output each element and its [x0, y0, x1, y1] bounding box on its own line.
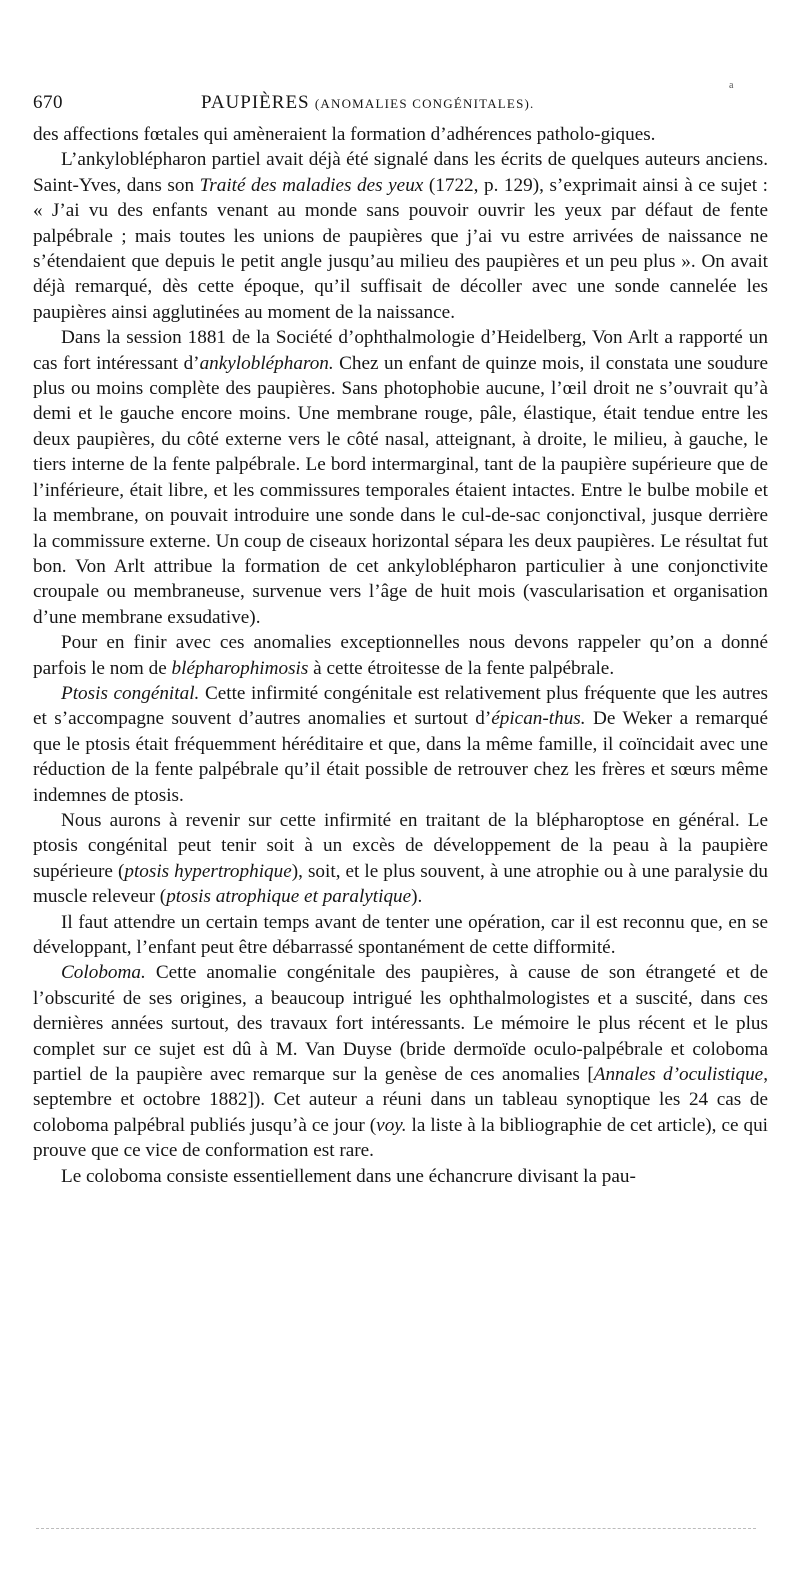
text-run: ). — [411, 886, 423, 908]
paragraph-ptosis-types — [33, 808, 768, 910]
text-run: Nous aurons à revenir sur cette infirmité en traitant de la blépharoptose en général. Le ptosis congénital peut tenir soit à un excès de développement de la peau à la paupière supérieure ( — [33, 809, 768, 882]
paragraph-ankyloblepharon-history — [33, 147, 768, 325]
text-run: Chez un enfant de quinze mois, il constata une soudure plus ou moins complète des paupières. Sans photophobie aucune, l’œil droit ne s’ouvrait qu’à demi et le gauche encore moins. Une membrane rouge, pâle, élastique, était tendue entre les deux paupières, du côté externe vers le côté nasal, atteignant, à droite, le milieu, à gauche, le tiers interne de la fente palpébrale. Le bord intermarginal, tant de la paupière supérieure que de l’inférieure, était libre, et les commissures temporales étaient intactes. Entre le bulbe mobile et la membrane, on pouvait introduire une sonde dans le cul-de-sac conjonctival, jusque derrière la commissure externe. Un coup de ciseaux horizontal sépara les deux paupières. Le résultat fut bon. Von Arlt attribue la formation de cet ankyloblépharon particulier à une conjonctivite croupale ou membraneuse, survenue vers l’âge de huit mois (vascularisation et organisation d’une membrane exsudative). — [33, 352, 768, 628]
paragraph-ptosis-congenital — [33, 681, 768, 808]
paragraph-continuation — [33, 122, 768, 147]
paragraph-ptosis-operation — [33, 910, 768, 961]
italic-text-run: épican-thus. — [491, 708, 586, 730]
italic-text-run: voy. — [376, 1114, 407, 1136]
text-run: Le coloboma consiste essentiellement dans une échancrure divisant la pau- — [61, 1165, 636, 1187]
italic-text-run: Coloboma. — [61, 962, 146, 984]
text-run: des affections fœtales qui amèneraient la formation d’adhérences patholo-giques. — [33, 124, 656, 145]
running-title-sub: (ANOMALIES CONGÉNITALES). — [314, 96, 535, 111]
paragraph-von-arlt-case — [33, 325, 768, 630]
paragraph-coloboma — [33, 960, 768, 1163]
text-run: Dans la session 1881 de la Société d’ophthalmologie d’Heidelberg, Von Arlt a rapporté un cas fort intéressant d’ — [33, 327, 768, 374]
italic-text-run: ankyloblépharon. — [199, 352, 334, 374]
text-run: Cette anomalie congénitale des paupières, à cause de son étrangeté et de l’obscurité de ses origines, a beaucoup intrigué les ophthalmologistes et a suscité, dans ces dernières années surtout, des travaux fort intéressants. Le mémoire le plus récent et le plus complet sur ce sujet est dû à M. Van Duyse (bride dermoïde oculo-palpébrale et coloboma partiel de la paupière avec remarque sur la genèse de ces anomalies [ — [33, 962, 768, 1086]
italic-text-run: Traité des maladies des yeux — [199, 174, 424, 196]
text-run: (1722, p. 129), s’exprimait ainsi à ce sujet : « J’ai vu des enfants venant au monde sans pouvoir ouvrir les yeux par défaut de fente palpébrale ; mais toutes les unions de paupières que j’ai vu estre arrivées de naissance ne s’étendaient que depuis le petit angle jusqu’au milieu des paupières et un peu plus ». On avait déjà remarqué, dès cette époque, qu’il suffisait de décoller avec une sonde cannelée les paupières ainsi agglutinées au moment de la naissance. — [33, 174, 768, 323]
italic-text-run: Annales d’oculistique — [593, 1064, 764, 1086]
italic-text-run: ptosis atrophique et paralytique — [166, 886, 412, 908]
body-text — [33, 122, 768, 1189]
paragraph-coloboma-definition — [33, 1164, 768, 1189]
page-number: 670 — [33, 92, 63, 113]
italic-text-run: blépharophimosis — [171, 657, 309, 679]
running-header — [33, 80, 768, 122]
text-run: ), soit, et le plus souvent, à une atrophie ou à une paralysie du muscle releveur ( — [33, 860, 768, 908]
text-run: Cette infirmité congénitale est relativement plus fréquente que les autres et s’accompagne souvent d’autres anomalies et surtout d’ — [33, 682, 769, 730]
corner-mark: a — [729, 80, 734, 91]
running-title — [201, 92, 534, 114]
text-run: Pour en finir avec ces anomalies exceptionnelles nous devons rappeler qu’on a donné parfois le nom de — [33, 632, 768, 679]
text-run: , septembre et octobre 1882]). Cet auteur a réuni dans un tableau synoptique les 24 cas de coloboma palpébral publiés jusqu’à ce jour ( — [33, 1064, 768, 1136]
italic-text-run: ptosis hypertrophique — [124, 860, 292, 882]
text-run: L’ankyloblépharon partiel avait déjà été signalé dans les écrits de quelques auteurs anciens. Saint-Yves, dans son — [33, 149, 768, 196]
running-title-main: PAUPIÈRES — [201, 92, 310, 113]
page — [33, 80, 769, 1189]
text-run: la liste à la bibliographie de cet article), ce qui prouve que ce vice de conformation est rare. — [33, 1114, 768, 1162]
italic-text-run: Ptosis congénital. — [61, 682, 200, 704]
text-run: Il faut attendre un certain temps avant de tenter une opération, car il est reconnu que, en se développant, l’enfant peut être débarrassé spontanément de cette difformité. — [33, 911, 768, 958]
footer-rule — [36, 1528, 756, 1529]
paragraph-blepharophimosis — [33, 630, 768, 681]
text-run: De Weker a remarqué que le ptosis était fréquemment héréditaire et que, dans la même famille, il coïncidait avec une réduction de la fente palpébrale qu’il était possible de retrouver chez les frères et sœurs même indemnes de ptosis. — [33, 708, 768, 806]
text-run: à cette étroitesse de la fente palpébrale. — [308, 657, 615, 679]
